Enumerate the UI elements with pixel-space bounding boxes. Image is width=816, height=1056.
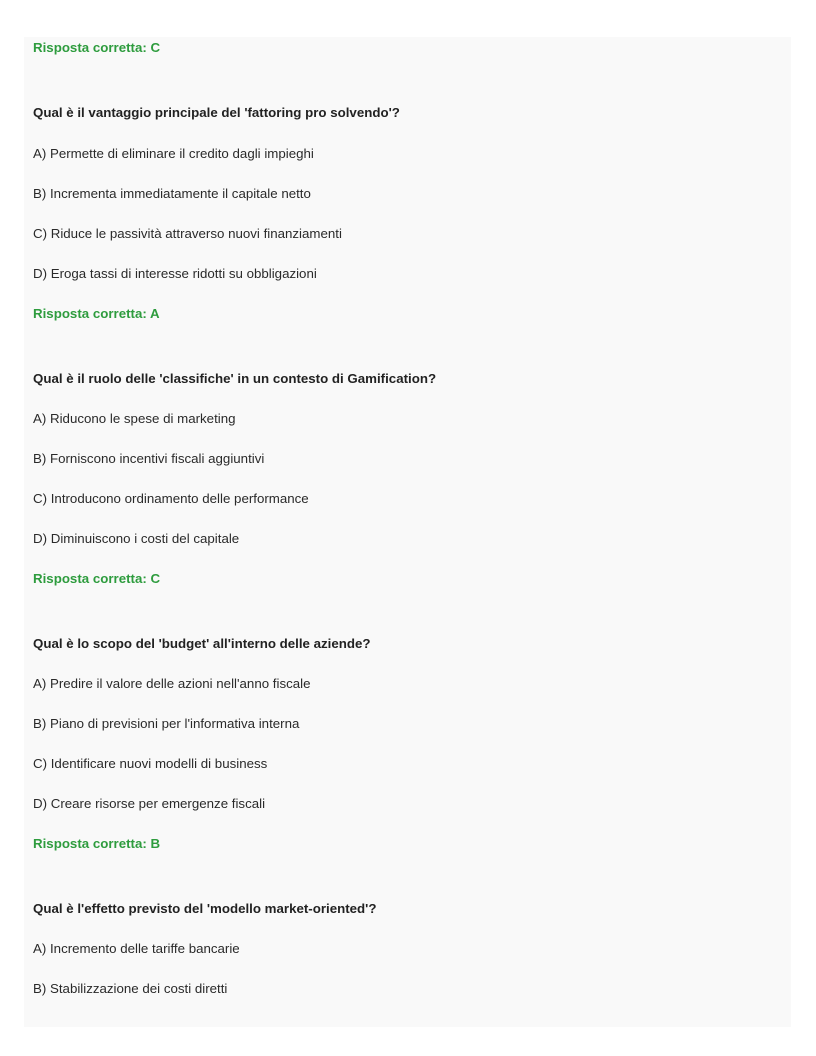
- correct-answer: Risposta corretta: A: [33, 306, 160, 321]
- answer-option: C) Identificare nuovi modelli di business: [33, 756, 268, 771]
- answer-option: B) Forniscono incentivi fiscali aggiuntivi: [33, 451, 265, 466]
- answer-option: A) Riducono le spese di marketing: [33, 411, 236, 426]
- answer-option: C) Riduce le passività attraverso nuovi finanziamenti: [33, 226, 342, 241]
- answer-option: B) Stabilizzazione dei costi diretti: [33, 981, 228, 996]
- answer-option: A) Incremento delle tariffe bancarie: [33, 941, 240, 956]
- question-text: Qual è il ruolo delle 'classifiche' in un contesto di Gamification?: [33, 371, 437, 386]
- answer-option: D) Eroga tassi di interesse ridotti su obbligazioni: [33, 266, 317, 281]
- correct-answer: Risposta corretta: C: [33, 571, 161, 586]
- answer-option: D) Diminuiscono i costi del capitale: [33, 531, 240, 546]
- answer-option: A) Predire il valore delle azioni nell'anno fiscale: [33, 676, 311, 691]
- answer-option: B) Piano di previsioni per l'informativa interna: [33, 716, 300, 731]
- answer-option: A) Permette di eliminare il credito dagli impieghi: [33, 146, 314, 161]
- correct-answer: Risposta corretta: B: [33, 836, 161, 851]
- question-text: Qual è lo scopo del 'budget' all'interno delle aziende?: [33, 636, 371, 651]
- answer-option: C) Introducono ordinamento delle performance: [33, 491, 309, 506]
- correct-answer: Risposta corretta: C: [33, 40, 161, 55]
- question-text: Qual è il vantaggio principale del 'fattoring pro solvendo'?: [33, 105, 400, 120]
- answer-option: B) Incrementa immediatamente il capitale netto: [33, 186, 311, 201]
- question-text: Qual è l'effetto previsto del 'modello market-oriented'?: [33, 901, 377, 916]
- answer-option: D) Creare risorse per emergenze fiscali: [33, 796, 266, 811]
